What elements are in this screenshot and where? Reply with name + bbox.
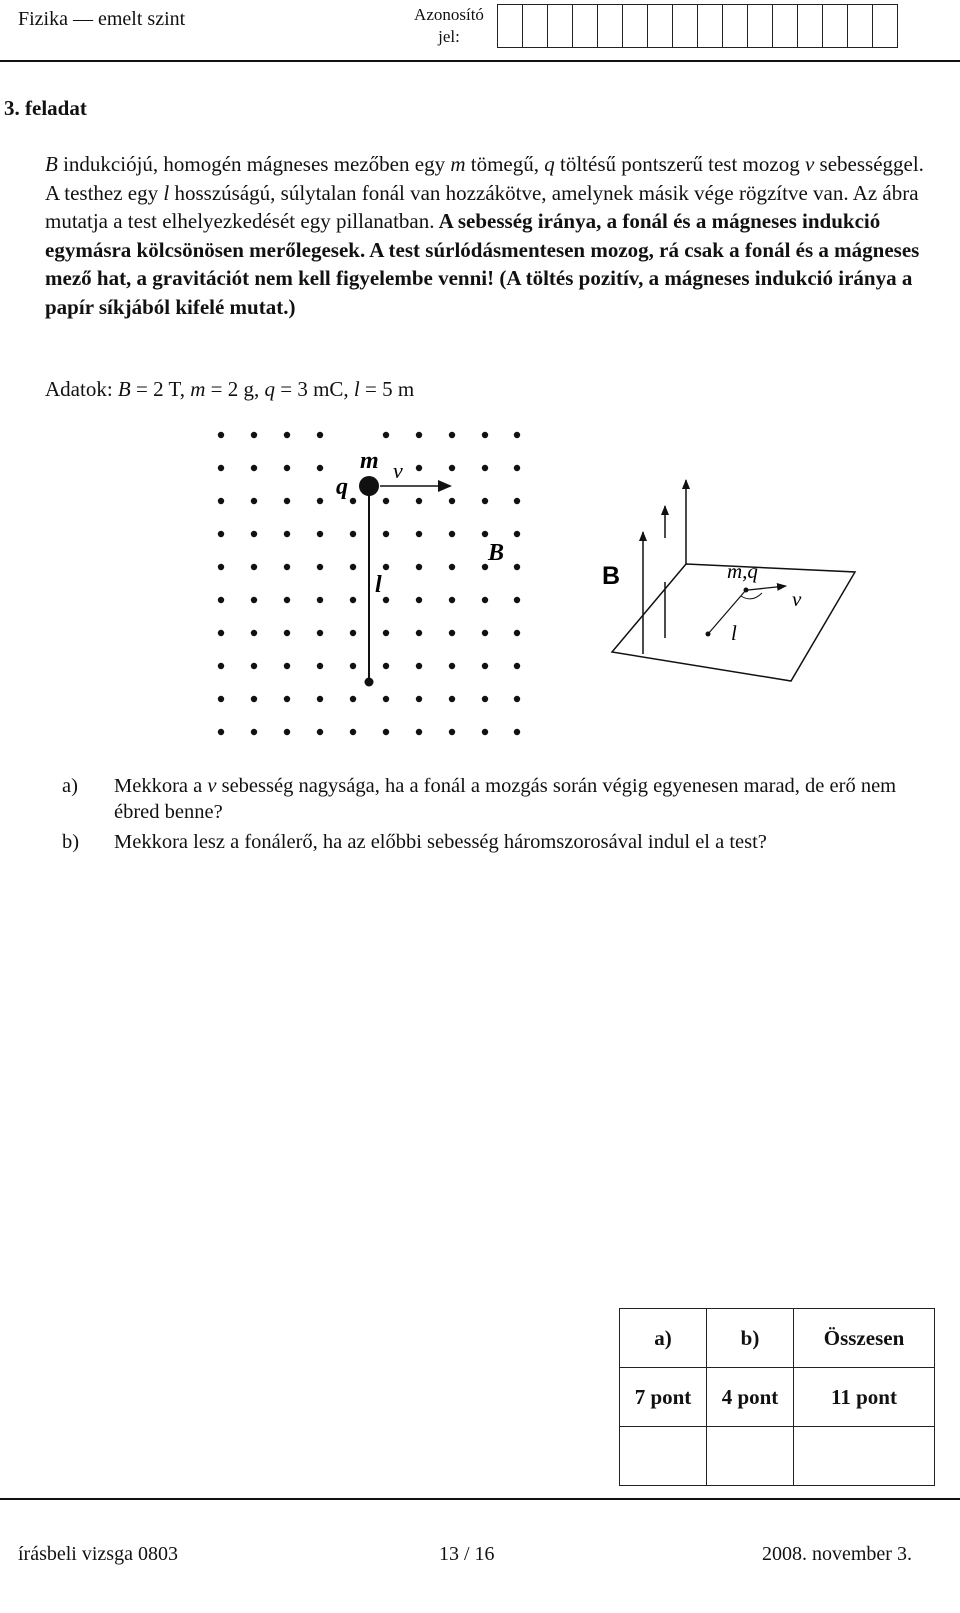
field-dot bbox=[317, 663, 323, 669]
field-dot bbox=[350, 630, 356, 636]
field-dot bbox=[383, 564, 389, 570]
label-l-right: l bbox=[731, 621, 737, 645]
field-dot bbox=[284, 432, 290, 438]
field-dot bbox=[383, 696, 389, 702]
field-dot bbox=[449, 597, 455, 603]
score-header-b: b) bbox=[707, 1309, 794, 1368]
field-dot bbox=[218, 729, 224, 735]
field-dot bbox=[383, 531, 389, 537]
footer-exam: írásbeli vizsga 0803 bbox=[18, 1543, 178, 1565]
field-dot bbox=[449, 663, 455, 669]
field-dot bbox=[383, 663, 389, 669]
right-angle-mark bbox=[741, 593, 762, 599]
text-part: sebesség nagysága, ha a fonál a mozgás során végig egyenesen marad, de erő nem ébred benne? bbox=[114, 775, 897, 823]
score-header-a: a) bbox=[620, 1309, 707, 1368]
field-dot bbox=[317, 498, 323, 504]
value-l: = 5 m bbox=[359, 377, 415, 401]
field-dot bbox=[449, 696, 455, 702]
field-dot bbox=[449, 729, 455, 735]
field-dot bbox=[251, 729, 257, 735]
field-dot bbox=[350, 663, 356, 669]
task-title: 3. feladat bbox=[4, 96, 87, 120]
field-dot bbox=[218, 531, 224, 537]
field-dot bbox=[482, 432, 488, 438]
question-b bbox=[62, 829, 922, 855]
label-m: m bbox=[360, 448, 379, 474]
field-dot bbox=[218, 597, 224, 603]
field-dot bbox=[416, 465, 422, 471]
field-dot bbox=[317, 729, 323, 735]
field-dot bbox=[251, 531, 257, 537]
field-dot bbox=[383, 498, 389, 504]
given-data-label: Adatok: bbox=[45, 377, 118, 401]
text-part: sebességgel. A testhez egy bbox=[45, 152, 924, 205]
symbol-m: m bbox=[190, 377, 206, 401]
field-dot bbox=[317, 432, 323, 438]
label-v: v bbox=[393, 458, 403, 483]
id-box[interactable] bbox=[872, 4, 898, 48]
field-dot bbox=[218, 564, 224, 570]
field-dot bbox=[251, 564, 257, 570]
footer-page: 13 / 16 bbox=[439, 1543, 495, 1565]
symbol-B: B bbox=[117, 377, 131, 401]
field-dot bbox=[284, 564, 290, 570]
field-dot bbox=[482, 696, 488, 702]
id-box[interactable] bbox=[647, 4, 673, 48]
field-dot bbox=[251, 432, 257, 438]
score-header-row bbox=[620, 1309, 935, 1368]
field-dot bbox=[317, 597, 323, 603]
id-box[interactable] bbox=[797, 4, 823, 48]
field-dot bbox=[416, 630, 422, 636]
header-title: Fizika — emelt szint bbox=[18, 8, 186, 30]
points-a: 7 pont bbox=[620, 1368, 707, 1427]
field-dot bbox=[251, 696, 257, 702]
field-dot bbox=[251, 465, 257, 471]
field-dot bbox=[514, 663, 520, 669]
text-part: töltésű pontszerű test mozog bbox=[554, 152, 805, 176]
score-points-row bbox=[620, 1368, 935, 1427]
field-dot bbox=[218, 630, 224, 636]
text-part: Mekkora lesz a fonálerő, ha az előbbi sebesség háromszorosával indul el a test? bbox=[114, 831, 767, 853]
id-box[interactable] bbox=[522, 4, 548, 48]
question-label: b) bbox=[62, 831, 80, 853]
footer-divider bbox=[0, 1498, 960, 1500]
text-part: tömegű, bbox=[465, 152, 545, 176]
field-dot bbox=[416, 729, 422, 735]
id-label-line2: jel: bbox=[438, 27, 460, 46]
score-entry-row bbox=[620, 1427, 935, 1486]
points-total: 11 pont bbox=[794, 1368, 935, 1427]
id-boxes bbox=[497, 4, 898, 48]
id-label bbox=[410, 4, 488, 48]
header-divider bbox=[0, 60, 960, 62]
field-dot bbox=[350, 729, 356, 735]
mass-right bbox=[744, 588, 749, 593]
points-b: 4 pont bbox=[707, 1368, 794, 1427]
field-dot bbox=[416, 663, 422, 669]
field-dot bbox=[383, 432, 389, 438]
fixed-point-right bbox=[706, 632, 711, 637]
field-dot bbox=[350, 531, 356, 537]
velocity-arrow-right bbox=[748, 586, 786, 590]
label-B: B bbox=[488, 540, 505, 566]
field-dot bbox=[317, 564, 323, 570]
symbol-l: l bbox=[163, 180, 170, 205]
field-dot bbox=[284, 696, 290, 702]
field-dot bbox=[449, 564, 455, 570]
field-dot bbox=[317, 531, 323, 537]
id-box[interactable] bbox=[697, 4, 723, 48]
question-text bbox=[114, 829, 922, 855]
symbol-v: v bbox=[207, 775, 217, 797]
symbol-m: m bbox=[450, 152, 466, 176]
field-dot bbox=[416, 531, 422, 537]
field-dot bbox=[284, 729, 290, 735]
id-box[interactable] bbox=[572, 4, 598, 48]
field-dot bbox=[218, 465, 224, 471]
field-dot bbox=[514, 564, 520, 570]
field-dot bbox=[416, 696, 422, 702]
question-label: a) bbox=[62, 775, 78, 797]
id-label-line1: Azonosító bbox=[414, 5, 484, 24]
field-dot bbox=[218, 696, 224, 702]
field-dot bbox=[284, 531, 290, 537]
text-part: hosszúságú, súlytalan fonál van hozzákötve, amelynek másik vége rögzítve van. Az ábra mutatja a test elhelyezkedését egy pillanatban. bbox=[45, 180, 919, 234]
field-dot bbox=[284, 597, 290, 603]
symbol-l: l bbox=[353, 377, 360, 401]
id-box[interactable] bbox=[722, 4, 748, 48]
id-box[interactable] bbox=[847, 4, 873, 48]
physics-figure bbox=[0, 410, 960, 760]
field-dot bbox=[218, 498, 224, 504]
text-part: Mekkora a bbox=[114, 775, 208, 797]
question-text bbox=[114, 773, 922, 825]
field-dot bbox=[514, 729, 520, 735]
footer-date: 2008. november 3. bbox=[762, 1543, 912, 1565]
field-dot bbox=[482, 729, 488, 735]
field-dot bbox=[350, 696, 356, 702]
field-dot bbox=[514, 498, 520, 504]
field-dot bbox=[482, 663, 488, 669]
field-dot bbox=[482, 465, 488, 471]
score-entry-a[interactable] bbox=[620, 1427, 707, 1486]
field-dot bbox=[251, 498, 257, 504]
field-dot bbox=[251, 630, 257, 636]
value-q: = 3 mC, bbox=[274, 377, 354, 401]
label-l: l bbox=[375, 572, 382, 598]
field-dot bbox=[416, 564, 422, 570]
field-dot bbox=[482, 498, 488, 504]
field-dot bbox=[383, 630, 389, 636]
right-diagram bbox=[602, 480, 855, 681]
field-dot bbox=[317, 630, 323, 636]
label-v-right: v bbox=[792, 587, 802, 611]
field-dot bbox=[449, 432, 455, 438]
field-dot bbox=[514, 531, 520, 537]
field-dot bbox=[218, 663, 224, 669]
symbol-B: B bbox=[45, 152, 58, 176]
score-table bbox=[619, 1308, 935, 1486]
id-box[interactable] bbox=[772, 4, 798, 48]
question-a bbox=[62, 773, 922, 825]
field-dot bbox=[449, 465, 455, 471]
field-dot bbox=[482, 630, 488, 636]
value-B: = 2 T, bbox=[130, 377, 191, 401]
value-m: = 2 g, bbox=[205, 377, 265, 401]
text-part: indukciójú, homogén mágneses mezőben egy bbox=[57, 152, 451, 176]
label-q: q bbox=[336, 474, 348, 500]
field-dot bbox=[284, 630, 290, 636]
field-dot bbox=[218, 432, 224, 438]
field-dot bbox=[284, 663, 290, 669]
field-dot bbox=[514, 597, 520, 603]
field-dot bbox=[514, 465, 520, 471]
field-dot bbox=[416, 597, 422, 603]
field-dot bbox=[416, 498, 422, 504]
field-dot bbox=[416, 432, 422, 438]
score-entry-b[interactable] bbox=[707, 1427, 794, 1486]
field-dot bbox=[251, 663, 257, 669]
field-dot bbox=[350, 564, 356, 570]
given-data bbox=[45, 377, 414, 402]
id-box[interactable] bbox=[497, 4, 523, 48]
field-dot bbox=[317, 696, 323, 702]
field-dot bbox=[449, 498, 455, 504]
string-right bbox=[708, 590, 746, 634]
field-dot bbox=[284, 498, 290, 504]
field-dot bbox=[514, 696, 520, 702]
fixed-point bbox=[365, 678, 374, 687]
field-dot bbox=[514, 432, 520, 438]
field-dot bbox=[317, 465, 323, 471]
symbol-v: v bbox=[804, 152, 815, 176]
id-box[interactable] bbox=[822, 4, 848, 48]
field-dot bbox=[449, 531, 455, 537]
label-B-right: B bbox=[602, 562, 621, 590]
field-dot bbox=[482, 597, 488, 603]
symbol-q: q bbox=[544, 152, 555, 176]
sentence-rest: A sebesség iránya, a fonál és a mágneses indukció egymásra kölcsönösen merőlegesek. A test súrlódásmentesen mozog, rá csak a fonál és a mágneses mező hat, a gravitációt nem kell figyelembe venni! (A töltés pozitív, a mágneses indukció iránya a papír síkjából kifelé mutat.) bbox=[45, 209, 920, 319]
field-dot bbox=[482, 531, 488, 537]
task-description bbox=[45, 150, 925, 322]
score-header-total: Összesen bbox=[794, 1309, 935, 1368]
score-entry-total[interactable] bbox=[794, 1427, 935, 1486]
point-mass bbox=[359, 476, 379, 496]
field-dot bbox=[383, 729, 389, 735]
id-box[interactable] bbox=[597, 4, 623, 48]
field-dot bbox=[284, 465, 290, 471]
id-box[interactable] bbox=[747, 4, 773, 48]
field-dot bbox=[350, 498, 356, 504]
field-dot bbox=[514, 630, 520, 636]
id-box[interactable] bbox=[622, 4, 648, 48]
id-box[interactable] bbox=[547, 4, 573, 48]
symbol-q: q bbox=[264, 377, 275, 401]
id-box[interactable] bbox=[672, 4, 698, 48]
label-mq: m,q bbox=[727, 559, 758, 583]
field-dot bbox=[251, 597, 257, 603]
field-dot bbox=[449, 630, 455, 636]
field-dot bbox=[350, 597, 356, 603]
field-dot bbox=[383, 597, 389, 603]
